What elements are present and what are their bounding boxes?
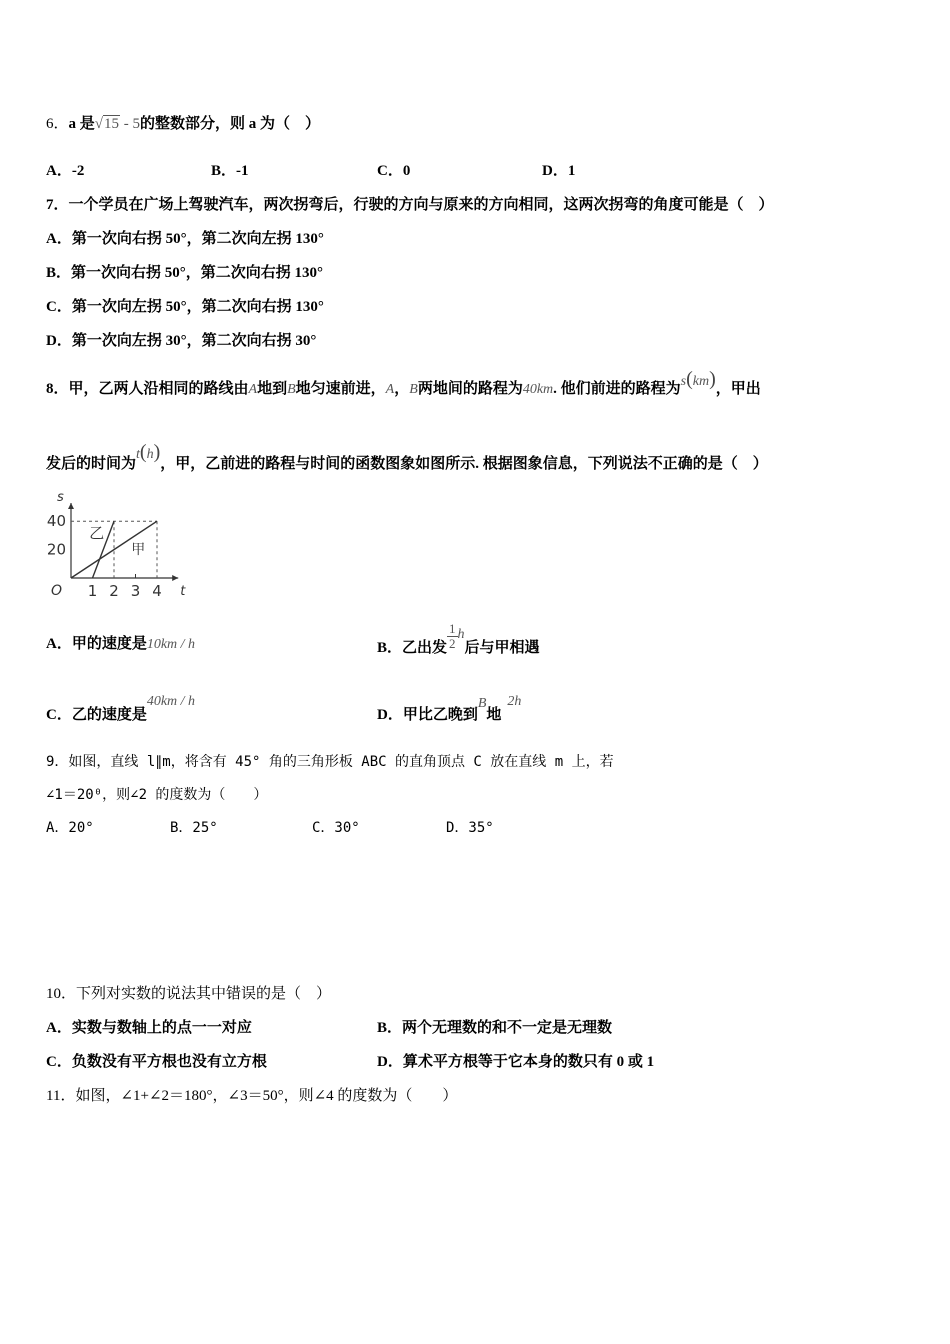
q8-option-d-point: B — [477, 696, 487, 711]
q7-option-a[interactable]: A．第一次向右拐 50°，第二次向左拐 130° — [46, 231, 324, 247]
q10-option-c[interactable]: C．负数没有平方根也没有立方根 — [46, 1054, 267, 1070]
q8-option-d-text: 地 — [486, 707, 502, 723]
q8-text-d: 两地间的路程为 — [417, 381, 523, 397]
series-label-jia: 甲 — [131, 541, 146, 558]
q8-option-c[interactable] — [46, 694, 196, 726]
q8-text-e: . 他们前进的路程为 — [553, 381, 681, 397]
question-6-number: 6． — [46, 116, 69, 132]
x-tick-label-1: 1 — [87, 582, 98, 600]
x-axis-arrow — [172, 575, 178, 581]
q8-option-b-text: 后与甲相遇 — [464, 639, 540, 656]
q9-option-c[interactable]: C．30° — [312, 820, 360, 836]
q7-option-b[interactable]: B．第一次向右拐 50°，第二次向右拐 130° — [46, 265, 324, 281]
question-6-post: 的整数部分，则 a 为（ ） — [140, 116, 321, 132]
sqrt-expression: √15 - 5 — [94, 116, 141, 132]
q9-option-a[interactable]: A．20° — [46, 820, 94, 836]
question-7-stem: 7．一个学员在广场上驾驶汽车，两次拐弯后，行驶的方向与原来的方向相同，这两次拐弯的角度可能是（ ） — [46, 197, 774, 213]
fraction-one-half — [447, 622, 458, 651]
q8-point-b: B — [287, 382, 296, 397]
q8-text-g: 发后的时间为 — [46, 456, 137, 472]
question-9-line-2: ∠1＝20⁰，则∠2 的度数为（ ） — [46, 787, 268, 803]
question-6-stem — [46, 114, 320, 134]
q6-option-c[interactable]: C．0 — [377, 163, 411, 179]
question-10-stem: 10．下列对实数的说法其中错误的是（ ） — [46, 986, 332, 1002]
q8-text-a: 8．甲，乙两人沿相同的路线由 — [46, 381, 249, 397]
y-tick-label-20: 20 — [46, 540, 66, 559]
origin-label: O — [51, 583, 63, 599]
question-8-line-2: 发后的时间为t(h)，甲，乙前进的路程与时间的函数图象如图所示. 根据图象信息，下列说法不正确的是（ ） — [46, 441, 768, 472]
x-tick-label-2: 2 — [109, 582, 119, 600]
y-axis-label: s — [57, 490, 64, 505]
sqrt-radicand: 15 — [104, 116, 120, 132]
fraction-denominator: 2 — [449, 636, 456, 651]
q9-option-d[interactable]: D．35° — [446, 820, 494, 836]
q10-option-a[interactable]: A．实数与数轴上的点一一对应 — [46, 1020, 252, 1036]
q8-s-var: s — [680, 374, 687, 389]
y-tick-label-40: 40 — [46, 512, 66, 531]
q7-option-c[interactable]: C．第一次向左拐 50°，第二次向右拐 130° — [46, 299, 324, 315]
q8-option-a[interactable] — [46, 634, 195, 655]
y-axis-arrow — [68, 503, 74, 509]
q8-option-a-value: 10km / h — [146, 637, 196, 652]
q8-t-var: t — [136, 447, 140, 462]
q8-comma: ， — [394, 381, 410, 397]
q8-km-unit: km — [692, 374, 710, 389]
q8-option-c-value: 40km / h — [146, 694, 196, 709]
x-tick-label-4: 4 — [152, 582, 162, 600]
q7-option-d[interactable]: D．第一次向左拐 30°，第二次向右拐 30° — [46, 333, 317, 349]
q8-distance: 40km — [522, 382, 554, 397]
distance-time-graph — [40, 490, 190, 605]
q8-option-b-unit: h — [457, 626, 465, 642]
q8-text-b: 地到 — [257, 381, 288, 397]
q8-option-c-label: C．乙的速度是 — [46, 707, 147, 723]
q8-h-unit: h — [146, 447, 154, 462]
q6-option-b[interactable]: B．-1 — [211, 163, 249, 179]
x-tick-label-3: 3 — [130, 582, 141, 600]
q9-option-b[interactable]: B．25° — [170, 820, 218, 836]
q8-text-c: 地匀速前进， — [295, 381, 386, 397]
q8-text-f: ，甲出 — [715, 381, 761, 397]
q10-option-d[interactable]: D．算术平方根等于它本身的数只有 0 或 1 — [377, 1054, 655, 1070]
q10-option-b[interactable]: B．两个无理数的和不一定是无理数 — [377, 1020, 613, 1036]
q8-option-d[interactable] — [377, 694, 522, 726]
q8-option-a-label: A．甲的速度是 — [46, 636, 147, 652]
q6-option-a[interactable]: A．-2 — [46, 163, 85, 179]
q8-option-b[interactable] — [377, 621, 540, 663]
q8-point-b-2: B — [409, 382, 418, 397]
question-6-pre: a 是 — [68, 116, 95, 132]
q8-point-a-2: A — [385, 382, 395, 397]
q8-text-h: ，甲，乙前进的路程与时间的函数图象如图所示. 根据图象信息，下列说法不正确的是（ ） — [160, 456, 768, 472]
question-11-stem: 11．如图，∠1+∠2＝180°，∠3＝50°，则∠4 的度数为（ ） — [46, 1088, 458, 1104]
question-8-line-1: 8．甲，乙两人沿相同的路线由A地到B地匀速前进，A，B两地间的路程为40km. 他们前进的路程为s(km)，甲出 — [46, 368, 761, 397]
q6-option-d[interactable]: D．1 — [542, 163, 576, 179]
q8-point-a: A — [248, 382, 258, 397]
fraction-numerator: 1 — [449, 621, 456, 636]
x-axis-label: t — [180, 584, 186, 599]
q8-option-d-label: D．甲比乙晚到 — [377, 707, 478, 723]
q8-option-b-label: B．乙出发 — [377, 639, 448, 656]
sqrt-minus: - 5 — [120, 116, 141, 132]
series-label-yi: 乙 — [89, 524, 105, 543]
question-9-line-1: 9．如图，直线 l∥m，将含有 45° 角的三角形板 ABC 的直角顶点 C 放在直线 m 上，若 — [46, 754, 614, 770]
q8-option-d-value: 2h — [507, 694, 522, 709]
